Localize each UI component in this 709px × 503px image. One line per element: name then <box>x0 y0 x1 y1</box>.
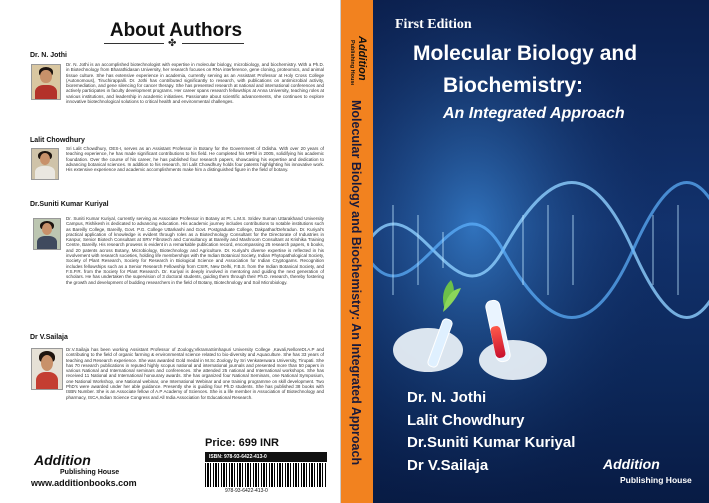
author-photo-2 <box>31 148 59 180</box>
website-link: www.additionbooks.com <box>31 478 137 488</box>
barcode-number: 978-93-6422-413-0 <box>225 488 268 494</box>
back-cover <box>0 0 341 503</box>
isbn-label: ISBN: 978-93-6422-413-0 <box>205 452 327 462</box>
publisher-logo-back: Addition <box>34 452 91 468</box>
barcode-icon <box>205 463 327 487</box>
spine-logo-text: Addition <box>356 36 368 81</box>
front-author-4: Dr V.Sailaja <box>407 457 489 474</box>
price-label: Price: 699 INR <box>205 437 279 449</box>
ornament-icon: ✤ <box>168 38 177 49</box>
author-bio-3: Dr. Suniti Kumar Kuriyal, currently serving as Associate Professor in Botany at Pt. L.M.S. Sridev Suman Uttarakhand University Campus, Rishikesh is dedicated to advancing education. His academic journey includes contributions to notable institutions such as Bareilly College, Bareilly, Govt. P.G. College Uttarkashi and Govt. Postgraduate College, Dakpathar/Dehradun. Dr. Kuriyal's practical application of knowledge is evident through roles as a Biotechnology Consultant for the Directorate of Industries in Kanpur, Senior Biotech Consultant at SRV Fibrotech and Consultancy at Bareilly and Mashroom Consultant at Krishika Training Centre, Bareilly. His research prowess is evident in a remarkable publication record, encompassing 25 research papers, 6 books, and 20 patents across Botany, Microbiology, Biotechnology and Agriculture. Dr. Kuriyal's diverse expertise is reflected in his involvement with research societies, holding life memberships with the Indian Botanical Society, Indian Phytopathological Society, Society of Plant Research, Society for Research in Biological Science and Association for Indian Cryptogams. Recognition includes fellowships such as a Senior Research Fellowship from CSIR, New Delhi, F.B.S. from the Indian Botanical Society, and F.S.P.R. from the Society for Plant Research. Dr. Kuriyal is deeply involved in mentoring and guiding the next generation of scholars. He has undertaken the supervision of 3 doctoral students, guiding them through their Ph.D. research, thereby fostering the growth and development of budding researchers in the field of Botany, Biotechnology and Soil Microbiology. <box>66 216 324 285</box>
spine-publisher-logo <box>346 25 368 85</box>
edition-label: First Edition <box>395 17 472 32</box>
heading-rule-right <box>182 43 244 44</box>
front-author-2: Lalit Chowdhury <box>407 412 525 429</box>
author-photo-3 <box>33 218 61 250</box>
author-photo-4 <box>31 348 63 390</box>
about-authors-heading: About Authors <box>109 20 243 41</box>
spine-logo-sub: Publishing House <box>349 40 355 85</box>
book-spine <box>341 0 373 503</box>
publisher-logo-front: Addition <box>603 456 660 472</box>
author-bio-1: Dr. N. Jothi is an accomplished biotechnologist with expertise in molecular biology, microbiology, and biochemistry. With a Ph.D. in Biotechnology from Bharathidasan University, her research focuses on RNA interference, gene cloning, proteomics, and animal tissue culture. She has extensive experience in academia, currently serving as an Assistant Professor at Holy Cross College (Autonomous), Tiruchirappalli. Dr. Jothi has contributed significantly to research, with publications on antimicrobial activity, bioremediation, and gene silencing for cancer therapy. She has presented research at national and international conferences and actively participates in faculty development programs. Her career spans research fellowships at Anna University, teaching roles at various institutions, and leadership in academic initiatives. Passionate about scientific advancements, she continues to explore innovative biotechnological solutions to critical health and environmental challenges. <box>66 62 324 105</box>
book-subtitle: An Integrated Approach <box>443 105 625 122</box>
publisher-name-back: Publishing House <box>60 469 120 476</box>
author-photo-1 <box>31 64 61 100</box>
book-title-line2: Biochemistry: <box>443 74 584 97</box>
book-title-line1: Molecular Biology and <box>413 42 638 65</box>
author-name-1: Dr. N. Jothi <box>30 52 67 59</box>
publisher-name-front: Publishing House <box>620 475 692 485</box>
front-author-3: Dr.Suniti Kumar Kuriyal <box>407 434 576 451</box>
author-name-2: Lalit Chowdhury <box>30 137 85 144</box>
spine-title: Molecular Biology and Biochemistry: An Integrated Approach <box>349 100 363 466</box>
author-name-4: Dr V.Sailaja <box>30 334 68 341</box>
author-bio-4: Dr.V.Sailaja has been working Assistant Professor of Zoology,VikramaSimhapuri University College ,Kavali,NelloreDt.A.P and contributing to the field of organic farming & environmental science related to bio-diversity and Aquaculture. She has 33 years of teaching and Research experience. She was awarded Gold medal in M.Sc Zoology by Sri Venkateswara University, Tirupati. She has 70 research publications in reputed highly scopus national and international journals and presented more than 50 papers in various National and International seminars and conferences. She attended 25 national and International workshops. She has received 11 National and International honourary awards. She has organized four National Seminars, one National Symposium, one National Workshop, one National webinar, one International Webinar and one training programme on skill development. Two PhD's were awarded under her able guidance. Presently she is guiding four Ph.D students. She has published 38 books with ISBN Number. She is an Associate fellow of A.P Academy of Sciences. She is a life member in Association of Biotechnology and pharmacy, ISCA,Indian Science Congress and All India Association for Educational Research. <box>66 347 324 400</box>
author-name-3: Dr.Suniti Kumar Kuriyal <box>30 201 109 208</box>
front-author-1: Dr. N. Jothi <box>407 389 487 406</box>
heading-rule-left <box>104 43 164 44</box>
front-cover <box>373 0 709 503</box>
author-bio-2: Sri Lalit Chowdhury, OES-I, serves as an Assistant Professor in Botany for the Government of Odisha. With over 20 years of teaching experience, he has made significant contributions to his field. He completed his MPhil in 2005, solidifying his academic foundation. Over the course of his career, he has published four research papers, showcasing his expertise and dedication to advancing botanical sciences. In addition to his research, Sri Lalit Chowdhury holds four patents highlighting his innovative work. His extensive experience and academic accomplishments make him a distinguished figure in the field of botany. <box>66 146 324 173</box>
